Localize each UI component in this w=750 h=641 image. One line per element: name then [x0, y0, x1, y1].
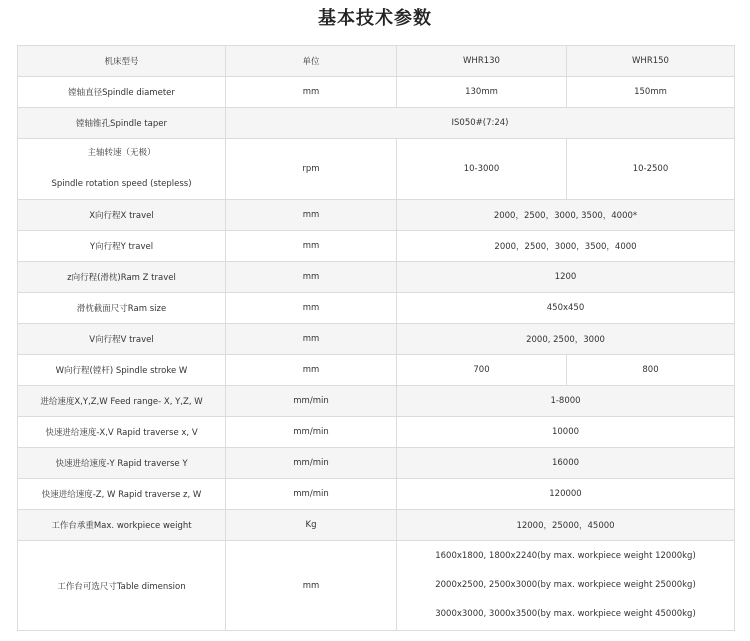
- page-title: 基本技术参数: [318, 8, 432, 29]
- row-unit: mm: [226, 77, 397, 108]
- header-whr130: WHR130: [397, 46, 567, 77]
- row-value: 450x450: [397, 293, 735, 324]
- row-unit: mm/min: [226, 417, 397, 448]
- table-row: [18, 386, 735, 417]
- line-spacer: [401, 593, 730, 607]
- table-header-row: [18, 46, 735, 77]
- row-value-whr150: 10-2500: [567, 139, 735, 200]
- row-unit: mm: [226, 200, 397, 231]
- row-label-cn: 主轴转速（无极）: [87, 148, 156, 158]
- row-unit: mm: [226, 262, 397, 293]
- row-value-whr130: 10-3000: [397, 139, 567, 200]
- row-value: 120000: [397, 479, 735, 510]
- header-model: 机床型号: [18, 46, 226, 77]
- row-value: 1200: [397, 262, 735, 293]
- table-row: [18, 448, 735, 479]
- header-whr150: WHR150: [567, 46, 735, 77]
- table-row: [18, 479, 735, 510]
- row-value: 2000，2500，3000，3500，4000: [397, 231, 735, 262]
- row-value: IS050#(7:24): [226, 108, 735, 139]
- row-value: 2000, 2500，3000: [397, 324, 735, 355]
- row-unit: mm/min: [226, 448, 397, 479]
- row-unit: mm/min: [226, 479, 397, 510]
- row-label: 镗轴直径Spindle diameter: [18, 77, 226, 108]
- row-value: 12000，25000，45000: [397, 510, 735, 541]
- spec-table: [17, 45, 735, 631]
- row-value: 16000: [397, 448, 735, 479]
- row-value: 2000，2500，3000, 3500，4000*: [397, 200, 735, 231]
- row-label: 快速进给速度-Y Rapid traverse Y: [18, 448, 226, 479]
- table-row: [18, 355, 735, 386]
- table-row: [18, 541, 735, 631]
- row-label: X向行程X travel: [18, 200, 226, 231]
- row-value-whr150: 150mm: [567, 77, 735, 108]
- row-unit: mm/min: [226, 386, 397, 417]
- table-row: [18, 139, 735, 200]
- row-label: 工作台承重Max. workpiece weight: [18, 510, 226, 541]
- table-row: [18, 231, 735, 262]
- table-row: [18, 510, 735, 541]
- row-label-en: Spindle rotation speed (stepless): [51, 179, 192, 189]
- line-spacer: [401, 564, 730, 578]
- row-unit: mm: [226, 324, 397, 355]
- row-value-multiline: [397, 541, 735, 631]
- row-label: Y向行程Y travel: [18, 231, 226, 262]
- table-row: [18, 324, 735, 355]
- table-row: [18, 200, 735, 231]
- label-spacer: [22, 161, 221, 177]
- table-row: [18, 262, 735, 293]
- header-unit: 单位: [226, 46, 397, 77]
- row-unit: rpm: [226, 139, 397, 200]
- row-label: W向行程(镗杆) Spindle stroke W: [18, 355, 226, 386]
- table-row: [18, 77, 735, 108]
- row-label: 进给速度X,Y,Z,W Feed range- X, Y,Z, W: [18, 386, 226, 417]
- row-label: V向行程V travel: [18, 324, 226, 355]
- table-row: [18, 108, 735, 139]
- table-dimension-option: 3000x3000, 3000x3500(by max. workpiece weight 45000kg): [435, 609, 696, 619]
- row-label: 快速进给速度-X,V Rapid traverse x, V: [18, 417, 226, 448]
- table-dimension-option: 1600x1800, 1800x2240(by max. workpiece weight 12000kg): [435, 551, 696, 561]
- row-label: [18, 139, 226, 200]
- row-unit: mm: [226, 541, 397, 631]
- row-value: 1-8000: [397, 386, 735, 417]
- row-unit: mm: [226, 293, 397, 324]
- row-label: 滑枕截面尺寸Ram size: [18, 293, 226, 324]
- row-value: 10000: [397, 417, 735, 448]
- row-unit: mm: [226, 355, 397, 386]
- table-row: [18, 417, 735, 448]
- row-unit: Kg: [226, 510, 397, 541]
- row-value-whr130: 130mm: [397, 77, 567, 108]
- row-label: z向行程(滑枕)Ram Z travel: [18, 262, 226, 293]
- table-dimension-option: 2000x2500, 2500x3000(by max. workpiece weight 25000kg): [435, 580, 696, 590]
- row-label: 镗轴锥孔Spindle taper: [18, 108, 226, 139]
- row-unit: mm: [226, 231, 397, 262]
- row-value-whr130: 700: [397, 355, 567, 386]
- table-row: [18, 293, 735, 324]
- row-label: 工作台可选尺寸Table dimension: [18, 541, 226, 631]
- row-value-whr150: 800: [567, 355, 735, 386]
- row-label: 快速进给速度-Z, W Rapid traverse z, W: [18, 479, 226, 510]
